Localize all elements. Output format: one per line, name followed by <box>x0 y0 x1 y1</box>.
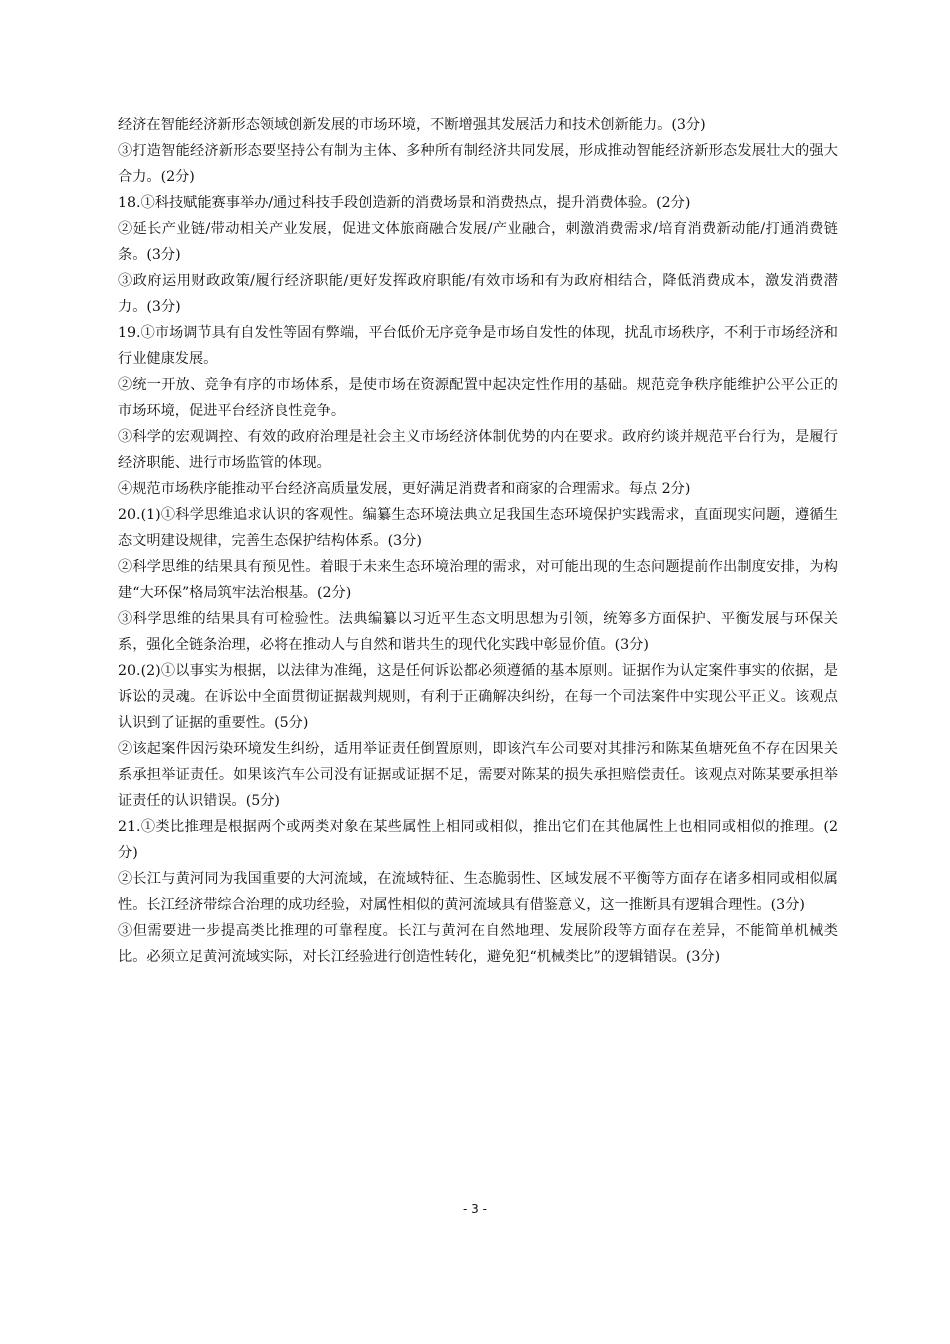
paragraph-17-3: ③打造智能经济新形态要坚持公有制为主体、多种所有制经济共同发展，形成推动智能经济新形态发展壮大的强大合力。(2分) <box>118 143 838 185</box>
paragraph-18-3: ③政府运用财政政策/履行经济职能/更好发挥政府职能/有效市场和有为政府相结合，降低消费成本，激发消费潜力。(3分) <box>118 273 838 315</box>
paragraph-21-1: 21.①类比推理是根据两个或两类对象在某些属性上相同或相似，推出它们在其他属性上也相同或相似的推理。(2分) <box>118 819 838 861</box>
paragraph-18-2: ②延长产业链/带动相关产业发展，促进文体旅商融合发展/产业融合，刺激消费需求/培育消费新动能/打通消费链条。(3分) <box>118 221 838 263</box>
paragraph-19-3: ③科学的宏观调控、有效的政府治理是社会主义市场经济体制优势的内在要求。政府约谈并规范平台行为，是履行经济职能、进行市场监管的体现。 <box>118 429 838 471</box>
paragraph-21-2: ②长江与黄河同为我国重要的大河流域，在流域特征、生态脆弱性、区域发展不平衡等方面存在诸多相同或相似属性。长江经济带综合治理的成功经验，对属性相似的黄河流域具有借鉴意义，这一推断具有逻辑合理性。(3分) <box>118 871 838 913</box>
page-number: - 3 - <box>463 1202 487 1216</box>
paragraph-20-1-2: ②科学思维的结果具有预见性。着眼于未来生态环境治理的需求，对可能出现的生态问题提前作出制度安排，为构建“大环保”格局筑牢法治根基。(2分) <box>118 559 838 601</box>
paragraph-20-2-2: ②该起案件因污染环境发生纠纷，适用举证责任倒置原则，即该汽车公司要对其排污和陈某鱼塘死鱼不存在因果关系承担举证责任。如果该汽车公司没有证据或证据不足，需要对陈某的损失承担赔偿责任。该观点对陈某要承担举证责任的认识错误。(5分) <box>118 741 838 809</box>
paragraph-20-1-1: 20.(1)①科学思维追求认识的客观性。编纂生态环境法典立足我国生态环境保护实践需求，直面现实问题，遵循生态文明建设规律，完善生态保护结构体系。(3分) <box>118 507 838 549</box>
paragraph-18-1: 18.①科技赋能赛事举办/通过科技手段创造新的消费场景和消费热点，提升消费体验。(2分) <box>118 195 691 211</box>
paragraph-19-4: ④规范市场秩序能推动平台经济高质量发展，更好满足消费者和商家的合理需求。每点 2分) <box>118 481 691 497</box>
paragraph-19-1: 19.①市场调节具有自发性等固有弊端，平台低价无序竞争是市场自发性的体现，扰乱市场秩序，不利于市场经济和行业健康发展。 <box>118 325 838 367</box>
paragraph-20-2-1: 20.(2)①以事实为根据，以法律为准绳，这是任何诉讼都必须遵循的基本原则。证据作为认定案件事实的依据，是诉讼的灵魂。在诉讼中全面贯彻证据裁判规则，有利于正确解决纠纷，在每一个司法案件中实现公平正义。该观点认识到了证据的重要性。(5分) <box>118 663 838 731</box>
paragraph-19-2: ②统一开放、竞争有序的市场体系，是使市场在资源配置中起决定性作用的基础。规范竞争秩序能维护公平公正的市场环境，促进平台经济良性竞争。 <box>118 377 838 419</box>
paragraph-20-1-3: ③科学思维的结果具有可检验性。法典编纂以习近平生态文明思想为引领，统筹多方面保护、平衡发展与环保关系，强化全链条治理，必将在推动人与自然和谐共生的现代化实践中彰显价值。(3分) <box>118 611 838 653</box>
paragraph-continuation: 经济在智能经济新形态领域创新发展的市场环境，不断增强其发展活力和技术创新能力。(3分) <box>118 117 706 133</box>
answer-content <box>118 112 838 970</box>
paragraph-21-3: ③但需要进一步提高类比推理的可靠程度。长江与黄河在自然地理、发展阶段等方面存在差异，不能简单机械类比。必须立足黄河流域实际，对长江经验进行创造性转化，避免犯“机械类比”的逻辑错误。(3分) <box>118 923 838 965</box>
